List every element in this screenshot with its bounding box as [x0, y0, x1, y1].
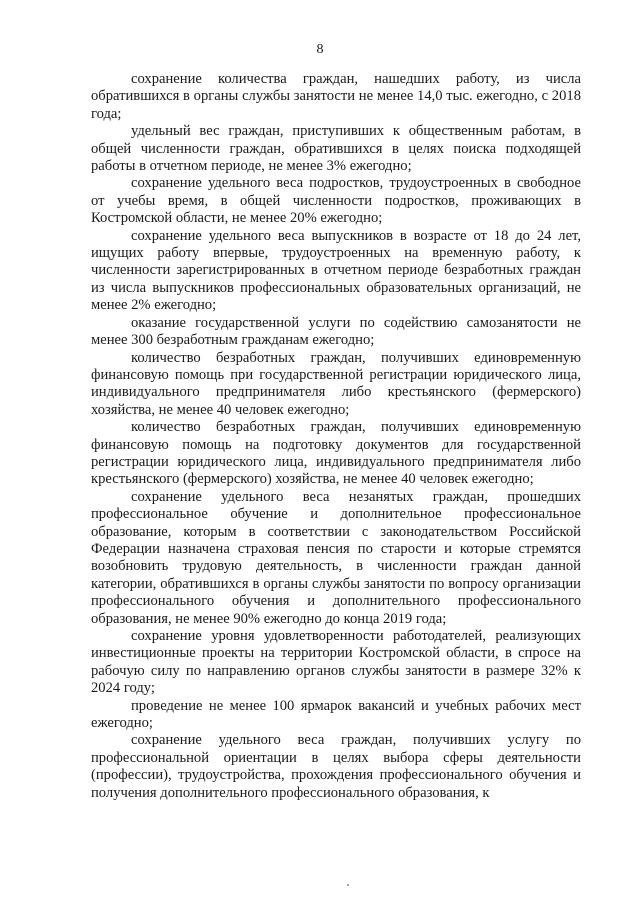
document-body [91, 71, 581, 802]
paragraph: сохранение удельного веса граждан, получивших услугу по профессиональной ориентации в целях выбора сферы деятельности (профессии), трудоустройства, прохождения профессионального обучения и получения дополнительного профессионального образования, к [91, 732, 581, 801]
paragraph: сохранение уровня удовлетворенности работодателей, реализующих инвестиционные проекты на территории Костромской области, в спросе на рабочую силу по направлению органов службы занятости в размере 32% к 2024 году; [91, 628, 581, 697]
paragraph: оказание государственной услуги по содействию самозанятости не менее 300 безработным гражданам ежегодно; [91, 314, 581, 349]
paragraph: сохранение количества граждан, нашедших работу, из числа обратившихся в органы службы занятости не менее 14,0 тыс. ежегодно, с 2018 года; [91, 71, 581, 122]
scan-speck [347, 884, 349, 886]
page-number: 8 [316, 42, 324, 57]
paragraph: сохранение удельного веса подростков, трудоустроенных в свободное от учебы время, в общей численности подростков, проживающих в Костромской области, не менее 20% ежегодно; [91, 175, 581, 227]
paragraph: количество безработных граждан, получивших единовременную финансовую помощь на подготовку документов для государственной регистрации юридического лица, индивидуального предпринимателя либо крестьянского (фермерского) хозяйства, не менее 40 человек ежегодно; [91, 419, 581, 488]
paragraph: проведение не менее 100 ярмарок вакансий и учебных рабочих мест ежегодно; [91, 697, 581, 732]
paragraph: удельный вес граждан, приступивших к общественным работам, в общей численности граждан, обратившихся в целях поиска подходящей работы в отчетном периоде, не менее 3% ежегодно; [91, 123, 581, 175]
paragraph: сохранение удельного веса незанятых граждан, прошедших профессиональное обучение и дополнительное профессиональное образование, которым в соответствии с законодательством Российской Федерации назначена страховая пенсия по старости и которые стремятся возобновить трудовую деятельность, в численности граждан данной категории, обратившихся в органы службы занятости по вопросу организации профессионального обучения и дополнительного профессионального образования, не менее 90% ежегодно до конца 2019 года; [91, 488, 581, 627]
paragraph: сохранение удельного веса выпускников в возрасте от 18 до 24 лет, ищущих работу впервые, трудоустроенных на временную работу, к численности зарегистрированных в отчетном периоде безработных граждан из числа выпускников профессиональных образовательных организаций, не менее 2% ежегодно; [91, 227, 581, 314]
paragraph: количество безработных граждан, получивших единовременную финансовую помощь при государственной регистрации юридического лица, индивидуального предпринимателя либо крестьянского (фермерского) хозяйства, не менее 40 человек ежегодно; [91, 349, 581, 418]
